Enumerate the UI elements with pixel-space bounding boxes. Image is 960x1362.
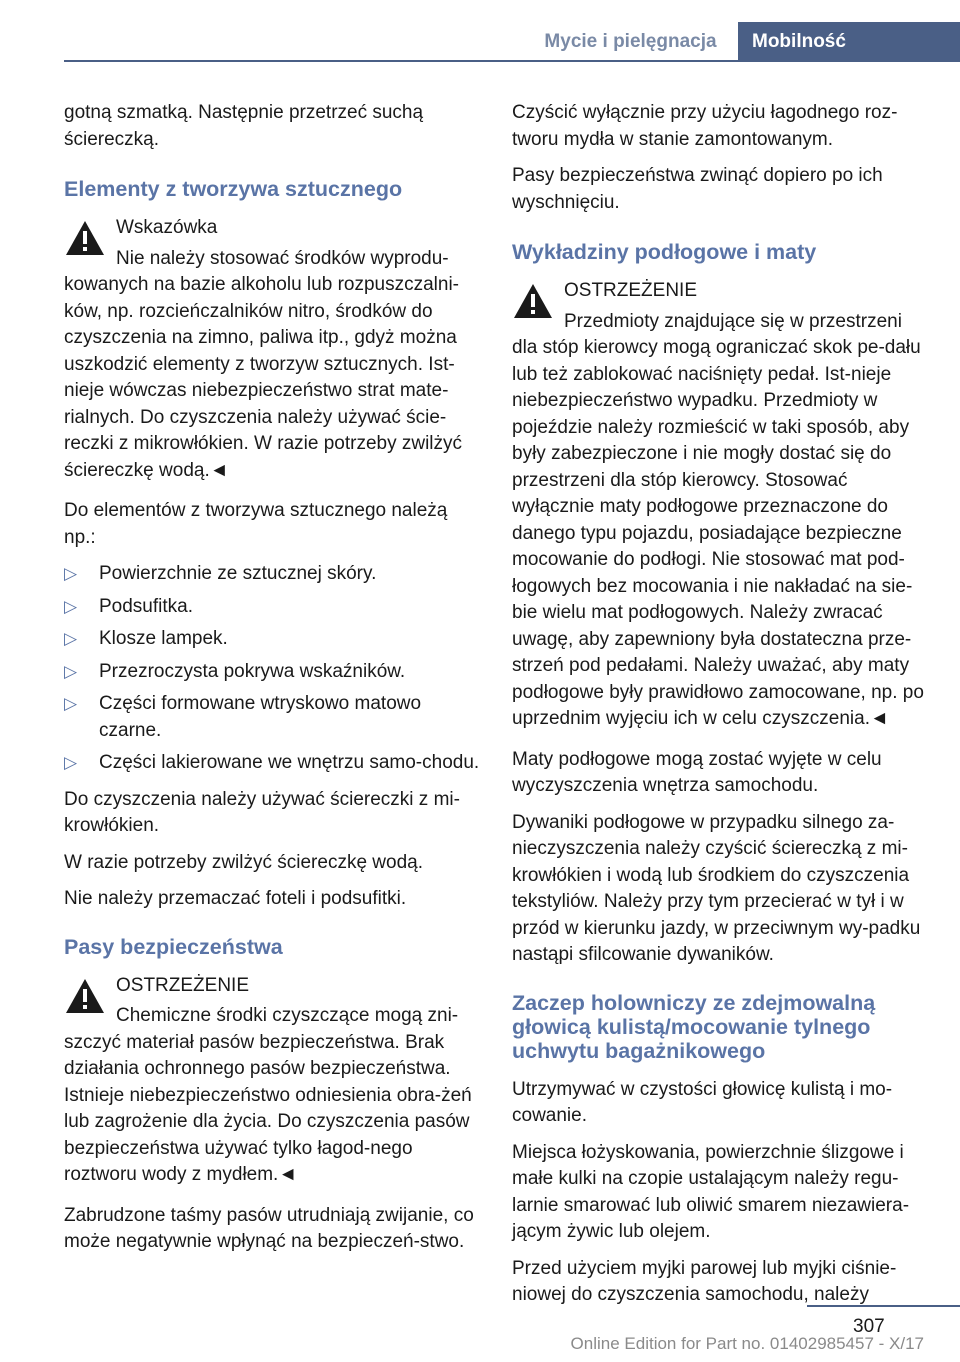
warning-title: OSTRZEŻENIE	[564, 280, 698, 301]
right-column	[512, 100, 926, 1319]
page-number: 307	[853, 1316, 885, 1337]
paragraph: Maty podłogowe mogą zostać wyjęte w celu wyczyszczenia wnętrza samochodu.	[512, 748, 882, 796]
warning-triangle-icon	[512, 282, 554, 320]
plastic-parts-list	[64, 561, 482, 777]
bullet-icon: ▷	[64, 694, 78, 713]
heading-mats: Wykładziny podłogowe i maty	[512, 240, 817, 264]
bullet-icon: ▷	[64, 596, 78, 616]
warning-text: szczyć materiał pasów bezpieczeństwa. Brak działania ochronnego pasów bezpieczeństwa. Istnieje niebezpieczeństwo odniesienia obra-żeń lub zagrożenie dla życia. Do czyszczenia pasów bezpieczeństwa używać tylko łagod-nego roztworu wody z mydłem.◄	[64, 1031, 472, 1185]
notice-text: kowanych na bazie alkoholu lub rozpuszczalni-ków, np. rozcieńczalników nitro, środków do czyszczenia na zimno, paliwa itp., gdyż można uszkodzić elementy z tworzyw sztucznych. Ist-nieje wówczas niebezpieczeństwo strat mate-rialnych. Do czyszczenia należy używać ście-reczki z mikrowłókien. W razie potrzeby zwilżyć ściereczkę wodą.◄	[64, 274, 463, 481]
list-item: ▷ Przezroczysta pokrywa wskaźników.	[64, 659, 482, 686]
warning-text-first: Przedmioty znajdujące się w przestrzeni	[564, 310, 902, 332]
bullet-icon: ▷	[64, 629, 78, 648]
paragraph: Czyścić wyłącznie przy użyciu łagodnego roz-tworu mydła w stanie zamontowanym.	[512, 102, 898, 150]
paragraph: Zabrudzone taśmy pasów utrudniają zwijanie, co może negatywnie wpłynąć na bezpieczeń-stwo.	[64, 1204, 474, 1252]
paragraph: gotną szmatką. Następnie przetrzeć suchą ściereczką.	[64, 102, 424, 150]
paragraph: Do czyszczenia należy używać ściereczki z mi-krowłókien.	[64, 788, 460, 836]
paragraph: Dywaniki podłogowe w przypadku silnego za-nieczyszczenia należy czyścić ściereczką z mi-krowłókien i wodą lub środkiem do czyszczenia tekstyliów. Należy przy tym przecierać w tył i w przód w kierunku jazdy, w przeciwnym wy-padku nastąpi sfilcowanie dywaników.	[512, 811, 921, 965]
warning-box	[64, 973, 482, 1189]
paragraph: Miejsca łożyskowania, powierzchnie ślizgowe i małe kulki na czopie ustalającym należy regu-larnie smarować lub oliwić smarem niezawiera-jącym żywic lub olejem.	[512, 1141, 910, 1242]
page-header	[0, 0, 960, 62]
bullet-icon: ▷	[64, 661, 78, 681]
notice-text-first: Nie należy stosować środków wyprodu-	[116, 247, 449, 269]
section-tab: Mycie i pielęgnacja	[544, 31, 717, 52]
bullet-icon: ▷	[64, 564, 78, 583]
list-item: ▷ Części lakierowane we wnętrzu samo-chodu.	[64, 750, 482, 777]
footer-rule	[807, 1305, 960, 1307]
heading-belts: Pasy bezpieczeństwa	[64, 934, 283, 959]
warning-text-first: Chemiczne środki czyszczące mogą zni-	[116, 1005, 459, 1026]
list-item: ▷ Części formowane wtryskowo matowo czarne.	[64, 693, 422, 741]
warning-text: dla stóp kierowcy mogą ograniczać skok pe-dału lub też zablokować naciśnięty pedał. Ist-nieje niebezpieczeństwo wypadku. Przedmioty w pojeździe należy rozmieścić w taki sposób, aby były zabezpieczone i nie mogły dostać się do przestrzeni dla stóp kierowcy. Stosować wyłącznie maty podłogowe przeznaczone do danego typu pojazdu, posiadające bezpieczne mocowanie do podłogi. Nie stosować mat pod-łogowych bez mocowania i nie nakładać na sie-bie wielu mat podłogowych. Należy zwracać uwagę, aby zapewniony była dostateczna prze-strzeń pod pedałami. Należy uważać, aby maty podłogowe były prawidłowo zamocowane, np. po uprzednim wyjęciu ich w celu czyszczenia.◄	[512, 337, 924, 729]
heading-tow-hitch: Zaczep holowniczy ze zdejmowalną głowicą kulistą/mocowanie tylnego uchwytu bagażnikowego	[512, 990, 876, 1063]
paragraph: Utrzymywać w czystości głowicę kulistą i mo-cowanie.	[512, 1078, 893, 1126]
paragraph: Pasy bezpieczeństwa zwinąć dopiero po ich wyschnięciu.	[512, 165, 883, 213]
chapter-tab: Mobilność	[738, 22, 960, 62]
edition-note: Online Edition for Part no. 01402985457 - X/17	[570, 1334, 924, 1353]
warning-title: OSTRZEŻENIE	[116, 974, 250, 996]
warning-triangle-icon	[64, 219, 106, 257]
bullet-icon: ▷	[64, 753, 78, 772]
left-column	[64, 100, 482, 1266]
paragraph: Nie należy przemaczać foteli i podsufitki.	[64, 888, 407, 909]
header-rule	[64, 60, 960, 62]
paragraph: Przed użyciem myjki parowej lub myjki ciśnie-niowej do czyszczenia samochodu, należy	[512, 1257, 897, 1305]
list-item: ▷ Klosze lampek.	[64, 626, 482, 653]
heading-plastic: Elementy z tworzywa sztucznego	[64, 177, 403, 201]
paragraph: W razie potrzeby zwilżyć ściereczkę wodą.	[64, 851, 423, 873]
notice-box	[64, 215, 482, 484]
warning-box	[512, 278, 926, 733]
list-item: ▷ Powierzchnie ze sztucznej skóry.	[64, 561, 482, 588]
notice-title: Wskazówka	[116, 217, 218, 238]
paragraph: Do elementów z tworzywa sztucznego należą np.:	[64, 500, 448, 548]
warning-triangle-icon	[64, 977, 106, 1015]
list-item: ▷ Podsufitka.	[64, 594, 482, 621]
